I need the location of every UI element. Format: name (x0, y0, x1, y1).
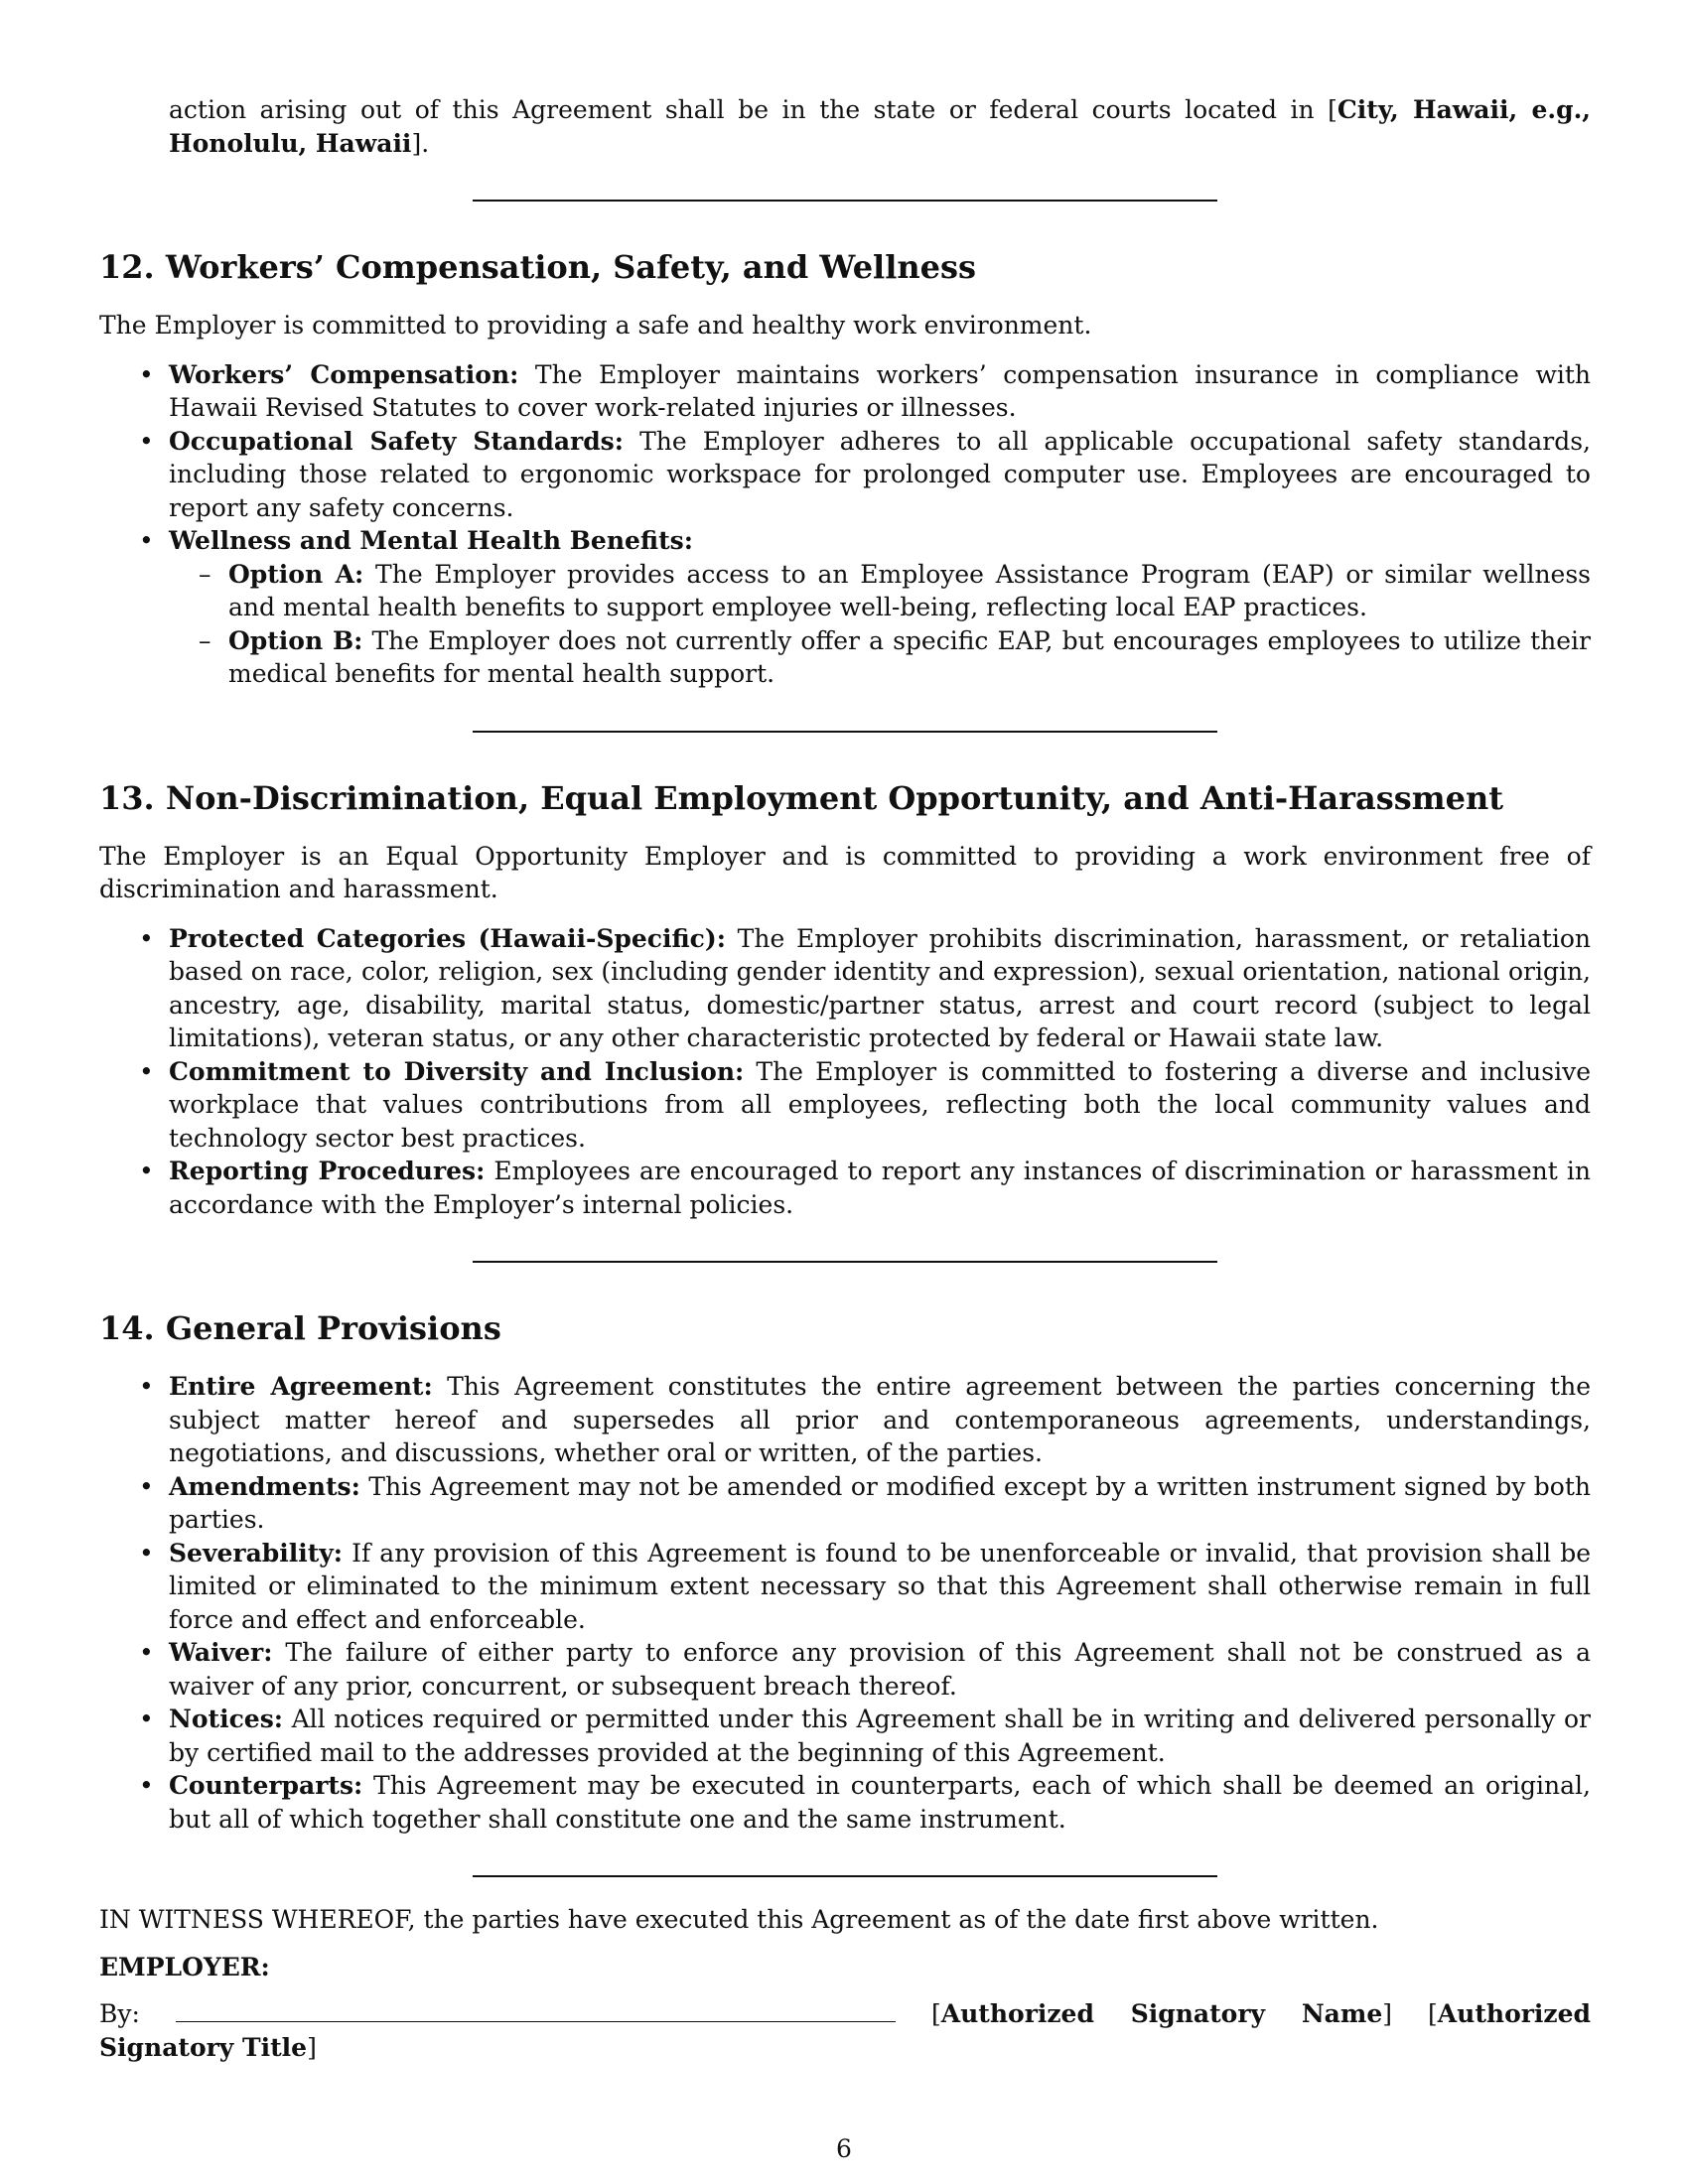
list-item (99, 1636, 1591, 1703)
item-label: Counterparts: (169, 1771, 363, 1800)
item-label: Occupational Safety Standards: (169, 426, 624, 456)
section-13-intro: The Employer is an Equal Opportunity Employer and is committed to providing a work environment free of discrimination and harassment. (99, 841, 1591, 903)
list-item (99, 922, 1591, 1055)
list-item (99, 425, 1591, 525)
list-item (99, 1703, 1591, 1769)
item-text: This Agreement may be executed in counterparts, each of which shall be deemed an original, but all of which together shall constitute one and the same instrument. (169, 1771, 1591, 1834)
signatory-title-placeholder: Authorized Signatory Title (99, 1999, 1591, 2062)
item-label: Entire Agreement: (169, 1372, 433, 1401)
option-label: Option A: (228, 559, 364, 589)
document-page (99, 93, 1591, 2064)
item-text: All notices required or permitted under this Agreement shall be in writing and delivered personally or by certified mail to the addresses provided at the beginning of this Agreement. (169, 1705, 1591, 1767)
wellness-options-list (169, 558, 1591, 691)
sig-close: ] (307, 2032, 317, 2062)
item-text: The Employer is committed to fostering a diverse and inclusive workplace that values contributions from all employees, reflecting both the local community values and technology sector best practices. (169, 1056, 1592, 1153)
page-number: 6 (836, 2134, 852, 2163)
option-text: The Employer provides access to an Employee Assistance Program (EAP) or similar wellness and mental health benefits to support employee well-being, reflecting local EAP practices. (228, 559, 1592, 621)
option-item (169, 558, 1591, 624)
section-13-list (99, 922, 1591, 1222)
item-label: Commitment to Diversity and Inclusion: (169, 1056, 745, 1086)
section-12-intro: The Employer is committed to providing a safe and healthy work environment. (99, 311, 1092, 340)
item-label: Protected Categories (Hawaii-Specific): (169, 923, 726, 953)
employer-label: EMPLOYER: (99, 1952, 270, 1981)
list-item (99, 524, 1591, 691)
list-item (99, 1769, 1591, 1836)
list-item (99, 358, 1591, 425)
item-text: If any provision of this Agreement is found to be unenforceable or invalid, that provision shall be limited or eliminated to the minimum extent necessary so that this Agreement shall otherwise remain in full force and effect and enforceable. (169, 1538, 1591, 1634)
section-14-heading: 14. General Provisions (99, 1309, 501, 1347)
by-label: By: (99, 1999, 140, 2028)
signature-line[interactable] (176, 1999, 896, 2022)
item-label: Amendments: (169, 1471, 360, 1501)
continuation-text: action arising out of this Agreement shall be in the state or federal courts located in [ (169, 95, 1337, 124)
item-label: Workers’ Compensation: (169, 359, 519, 389)
item-text: The Employer prohibits discrimination, harassment, or retaliation based on race, color, religion, sex (including gender identity and expression), sexual orientation, national origin, ancestry, age, disability, marital status, domestic/partner status, arrest and court record (subject to legal limitations), veteran status, or any other characteristic protected by federal or Hawaii state law. (169, 923, 1591, 1052)
section-14-list (99, 1370, 1591, 1836)
item-text: This Agreement may not be amended or modified except by a written instrument signed by both parties. (169, 1471, 1591, 1534)
witness-statement: IN WITNESS WHEREOF, the parties have executed this Agreement as of the date first above written. (99, 1905, 1379, 1934)
list-item (99, 1470, 1591, 1537)
section-divider (473, 1261, 1217, 1263)
section-13-heading: 13. Non-Discrimination, Equal Employment Opportunity, and Anti-Harassment (99, 778, 1503, 817)
option-item (169, 624, 1591, 691)
option-text: The Employer does not currently offer a specific EAP, but encourages employees to utilize their medical benefits for mental health support. (228, 625, 1592, 688)
item-text: The Employer maintains workers’ compensation insurance in compliance with Hawaii Revised Statutes to cover work-related injuries or illnesses. (169, 359, 1592, 422)
continuation-paragraph (99, 93, 1591, 160)
item-text: The Employer adheres to all applicable occupational safety standards, including those related to ergonomic workspace for prolonged computer use. Employees are encouraged to report any safety concerns. (169, 426, 1591, 522)
list-item (99, 1370, 1591, 1470)
sig-mid: ] [ (1382, 1999, 1438, 2028)
item-label: Waiver: (169, 1638, 273, 1667)
item-text: Employees are encouraged to report any instances of discrimination or harassment in accordance with the Employer’s internal policies. (169, 1157, 1591, 1219)
list-item (99, 1155, 1591, 1221)
item-label: Severability: (169, 1538, 344, 1568)
section-12-list (99, 358, 1591, 691)
continuation-venue: City, Hawaii, e.g., Honolulu, Hawaii (169, 95, 1592, 158)
list-item (99, 1537, 1591, 1637)
section-divider (473, 200, 1217, 202)
item-label: Reporting Procedures: (169, 1157, 486, 1185)
sig-open: [ (895, 1999, 941, 2028)
section-12-heading: 12. Workers’ Compensation, Safety, and Wellness (99, 248, 977, 286)
list-item (99, 1055, 1591, 1156)
item-label: Notices: (169, 1705, 284, 1733)
continuation-suffix: ]. (411, 128, 430, 158)
section-divider (473, 1875, 1217, 1877)
option-label: Option B: (228, 625, 363, 655)
signature-block (99, 1997, 1591, 2064)
item-text: This Agreement constitutes the entire agreement between the parties concerning the subject matter hereof and supersedes all prior and contemporaneous agreements, understandings, negotiations, and discussions, whether oral or written, of the parties. (169, 1372, 1591, 1467)
signatory-name-placeholder: Authorized Signatory Name (940, 1999, 1383, 2028)
item-text: The failure of either party to enforce any provision of this Agreement shall not be construed as a waiver of any prior, concurrent, or subsequent breach thereof. (169, 1638, 1591, 1701)
item-label: Wellness and Mental Health Benefits: (169, 526, 693, 555)
section-divider (473, 731, 1217, 733)
